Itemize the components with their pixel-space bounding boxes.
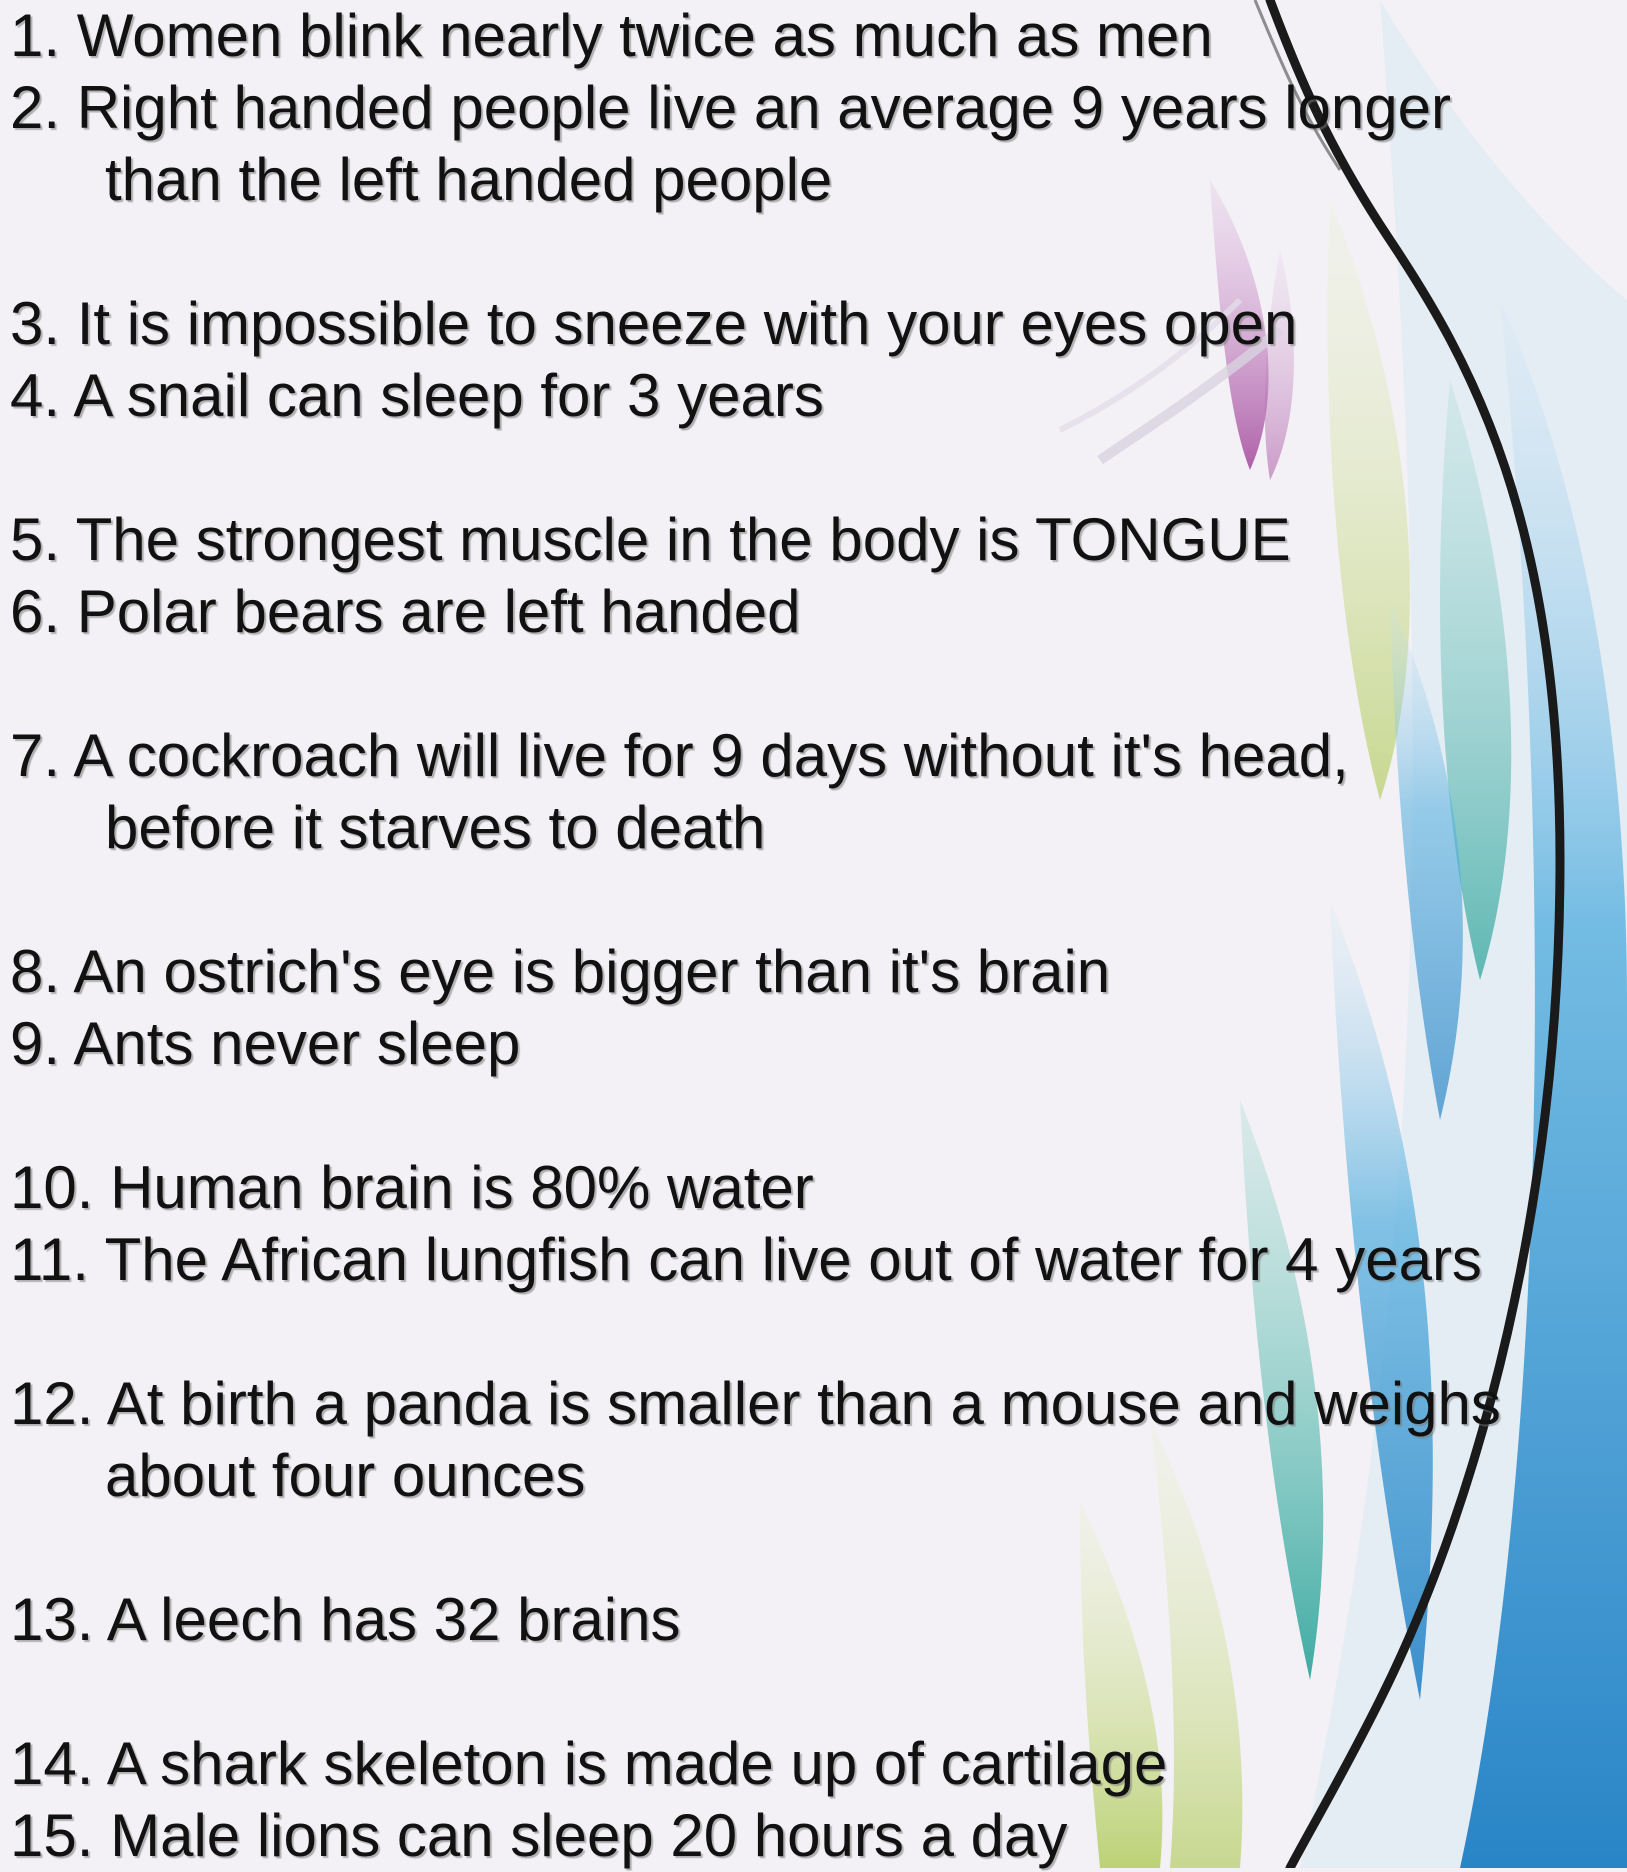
fact-item-11 — [10, 1224, 1482, 1296]
fact-item-5 — [10, 504, 1291, 576]
fact-number: 13. — [10, 1586, 94, 1653]
fact-text: The African lungfish can live out of water for 4 years — [104, 1226, 1482, 1293]
fact-text: Right handed people live an average 9 years longer — [76, 74, 1452, 141]
fact-number: 2. — [10, 74, 61, 141]
fact-text: Ants never sleep — [73, 1010, 521, 1077]
fact-item-6 — [10, 576, 801, 648]
fact-item-1 — [10, 0, 1213, 72]
fact-number: 1. — [10, 2, 61, 69]
fact-item-14 — [10, 1728, 1167, 1800]
fact-text: At birth a panda is smaller than a mouse and weighs — [106, 1370, 1501, 1437]
fact-text: Polar bears are left handed — [76, 578, 801, 645]
fact-item-15 — [10, 1800, 1067, 1872]
fact-number: 14. — [10, 1730, 94, 1797]
fact-number: 9. — [10, 1010, 61, 1077]
fact-text: The strongest muscle in the body is TONGUE — [75, 506, 1291, 573]
fact-number: 8. — [10, 938, 61, 1005]
fact-text: A shark skeleton is made up of cartilage — [106, 1730, 1168, 1797]
fact-number: 5. — [10, 506, 61, 573]
fact-item-13 — [10, 1584, 681, 1656]
fact-text: It is impossible to sneeze with your eyes open — [76, 290, 1298, 357]
fact-text-continuation: before it starves to death — [105, 794, 766, 861]
fact-item-8 — [10, 936, 1110, 1008]
fact-number: 6. — [10, 578, 61, 645]
fact-number: 15. — [10, 1802, 94, 1869]
fact-item-10 — [10, 1152, 814, 1224]
fact-item-2 — [10, 72, 1451, 216]
fact-text-continuation: about four ounces — [105, 1442, 586, 1509]
fact-text: A cockroach will live for 9 days without it's head, — [73, 722, 1349, 789]
fact-text: A snail can sleep for 3 years — [73, 362, 824, 429]
fact-text: Male lions can sleep 20 hours a day — [110, 1802, 1068, 1869]
fact-number: 10. — [10, 1154, 94, 1221]
fact-text: A leech has 32 brains — [106, 1586, 681, 1653]
fact-text: Human brain is 80% water — [110, 1154, 814, 1221]
fact-item-4 — [10, 360, 824, 432]
fact-number: 3. — [10, 290, 61, 357]
fact-text-continuation: than the left handed people — [105, 146, 833, 213]
fact-item-3 — [10, 288, 1297, 360]
fact-number: 12. — [10, 1370, 94, 1437]
fact-number: 4. — [10, 362, 61, 429]
fact-item-12 — [10, 1368, 1501, 1512]
fact-text: Women blink nearly twice as much as men — [76, 2, 1213, 69]
fact-item-9 — [10, 1008, 520, 1080]
fact-number: 7. — [10, 722, 61, 789]
fact-item-7 — [10, 720, 1349, 864]
fact-text: An ostrich's eye is bigger than it's brain — [73, 938, 1111, 1005]
fact-number: 11. — [10, 1226, 89, 1293]
